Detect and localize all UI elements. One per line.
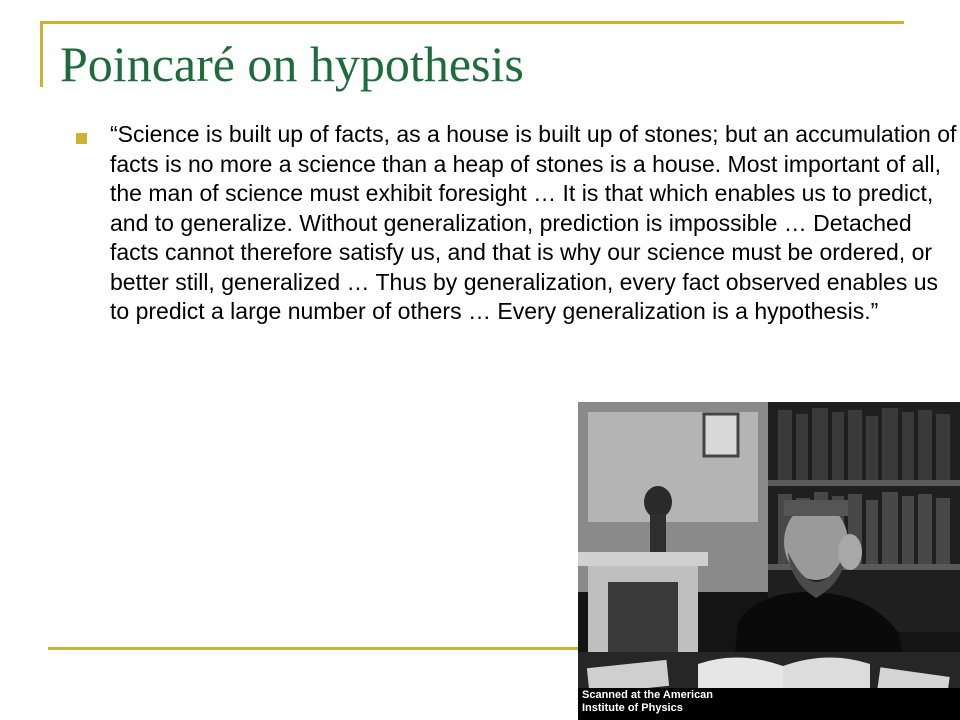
quote-text: “Science is built up of facts, as a house is built up of stones; but an accumulation of facts is no more a science than a heap of stones is a house. Most important of all, the man of science must exhibit foresight … It is that which enables us to predict, and to generalize. Without generalization, prediction is impossible … Detached facts cannot therefore satisfy us, and that is why our science must be ordered, or better still, generalized … Thus by generalization, every fact observed enables us to predict a large number of others … Every generalization is a hypothesis.” [110, 121, 957, 324]
photo-credit: Scanned at the American Institute of Physics [582, 689, 714, 714]
slide-title: Poincaré on hypothesis [60, 36, 524, 92]
left-rule [40, 21, 43, 87]
portrait-photo [578, 402, 960, 720]
portrait-photo-illustration [578, 402, 960, 720]
bottom-rule [48, 647, 580, 650]
bullet-square-icon [76, 133, 87, 144]
top-rule [40, 21, 904, 24]
